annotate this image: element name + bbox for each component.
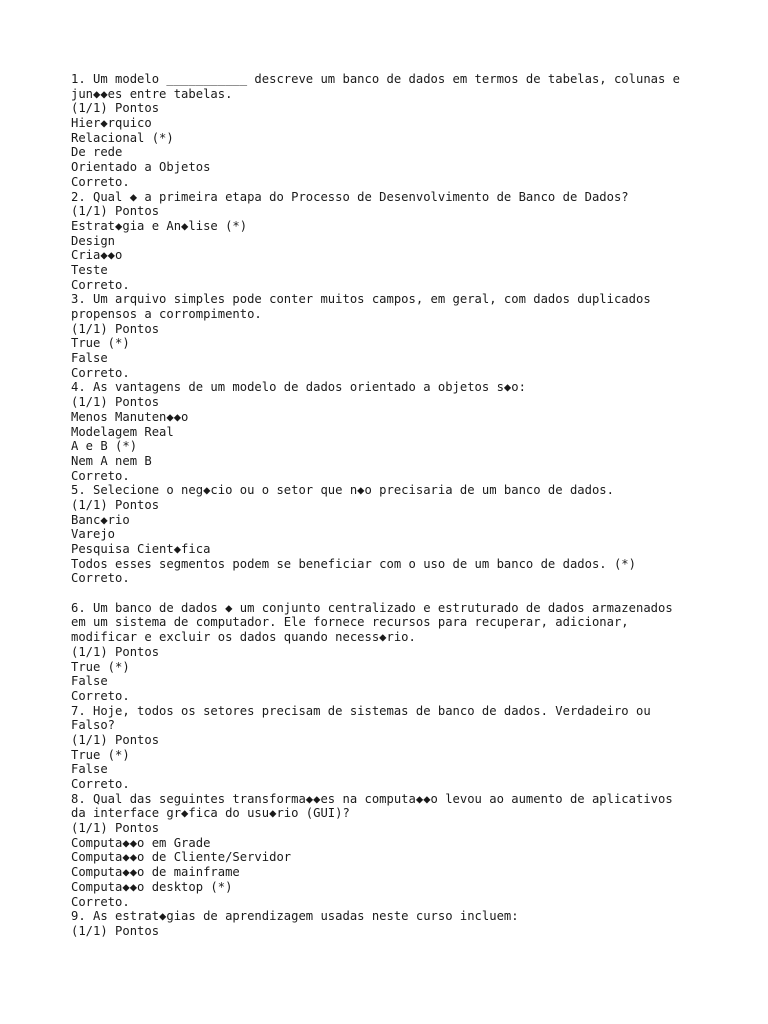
text-line: Correto. — [71, 894, 130, 909]
text-line: False — [71, 762, 108, 777]
text-line: Correto. — [71, 277, 130, 292]
text-line: em um sistema de computador. Ele fornece recursos para recuperar, adicionar, — [71, 615, 629, 630]
text-line: 6. Um banco de dados ◆ um conjunto centralizado e estruturado de dados armazenados — [71, 600, 673, 615]
text-line: Computa◆◆o de Cliente/Servidor — [71, 850, 292, 865]
text-line: False — [71, 674, 108, 689]
text-line: propensos a corrompimento. — [71, 307, 262, 321]
text-line: 2. Qual ◆ a primeira etapa do Processo de Desenvolvimento de Banco de Dados? — [71, 189, 629, 204]
text-line: Computa◆◆o de mainframe — [71, 865, 240, 880]
text-line: Correto. — [71, 365, 130, 380]
text-line: Correto. — [71, 777, 130, 791]
text-line: Nem A nem B — [71, 453, 152, 468]
text-line: Banc◆rio — [71, 512, 130, 527]
text-line: Correto. — [71, 688, 130, 703]
text-line: Falso? — [71, 718, 116, 733]
text-line: Estrat◆gia e An◆lise (*) — [71, 218, 248, 233]
text-line: True (*) — [71, 659, 130, 674]
text-line: Todos esses segmentos podem se beneficiar com o uso de um banco de dados. (*) — [71, 556, 636, 571]
document-page — [71, 72, 711, 939]
text-line: (1/1) Pontos — [71, 821, 160, 836]
blank-line — [71, 586, 711, 601]
text-line: 5. Selecione o neg◆cio ou o setor que n◆o precisaria de um banco de dados. — [71, 483, 614, 498]
text-line: De rede — [71, 145, 123, 160]
text-line: modificar e excluir os dados quando necess◆rio. — [71, 630, 416, 645]
text-line: 4. As vantagens de um modelo de dados orientado a objetos s◆o: — [71, 380, 526, 395]
text-line: Computa◆◆o em Grade — [71, 835, 211, 850]
text-line: Computa◆◆o desktop (*) — [71, 879, 233, 894]
text-line: (1/1) Pontos — [71, 732, 160, 747]
text-line: (1/1) Pontos — [71, 644, 160, 659]
text-line: (1/1) Pontos — [71, 395, 160, 410]
text-line: Orientado a Objetos — [71, 160, 211, 175]
text-line: (1/1) Pontos — [71, 204, 160, 219]
text-line: jun◆◆es entre tabelas. — [71, 86, 233, 101]
text-line: Correto. — [71, 174, 130, 189]
text-line: 8. Qual das seguintes transforma◆◆es na computa◆◆o levou ao aumento de aplicativos — [71, 791, 673, 806]
text-line: Modelagem Real — [71, 424, 174, 439]
text-line: da interface gr◆fica do usu◆rio (GUI)? — [71, 806, 350, 821]
text-line: True (*) — [71, 747, 130, 762]
text-line: 7. Hoje, todos os setores precisam de sistemas de banco de dados. Verdadeiro ou — [71, 703, 651, 718]
text-line: Menos Manuten◆◆o — [71, 409, 189, 424]
text-line: 3. Um arquivo simples pode conter muitos campos, em geral, com dados duplicados — [71, 292, 651, 307]
text-line: True (*) — [71, 336, 130, 351]
text-line: (1/1) Pontos — [71, 923, 160, 938]
text-line: Correto. — [71, 468, 130, 483]
text-line: (1/1) Pontos — [71, 321, 160, 336]
text-line: 9. As estrat◆gias de aprendizagem usadas neste curso incluem: — [71, 909, 519, 924]
text-line: Relacional (*) — [71, 130, 174, 145]
text-line: (1/1) Pontos — [71, 101, 160, 116]
text-line: Teste — [71, 262, 108, 277]
text-line: Design — [71, 233, 116, 248]
text-line: Hier◆rquico — [71, 116, 152, 131]
text-line: 1. Um modelo ___________ descreve um banco de dados em termos de tabelas, colunas e — [71, 72, 681, 86]
text-line: Cria◆◆o — [71, 248, 123, 263]
text-line: False — [71, 351, 108, 366]
text-line: Correto. — [71, 571, 130, 586]
text-line: Pesquisa Cient◆fica — [71, 542, 211, 556]
text-line: A e B (*) — [71, 439, 138, 454]
text-line: (1/1) Pontos — [71, 497, 160, 512]
text-line: Varejo — [71, 527, 116, 542]
